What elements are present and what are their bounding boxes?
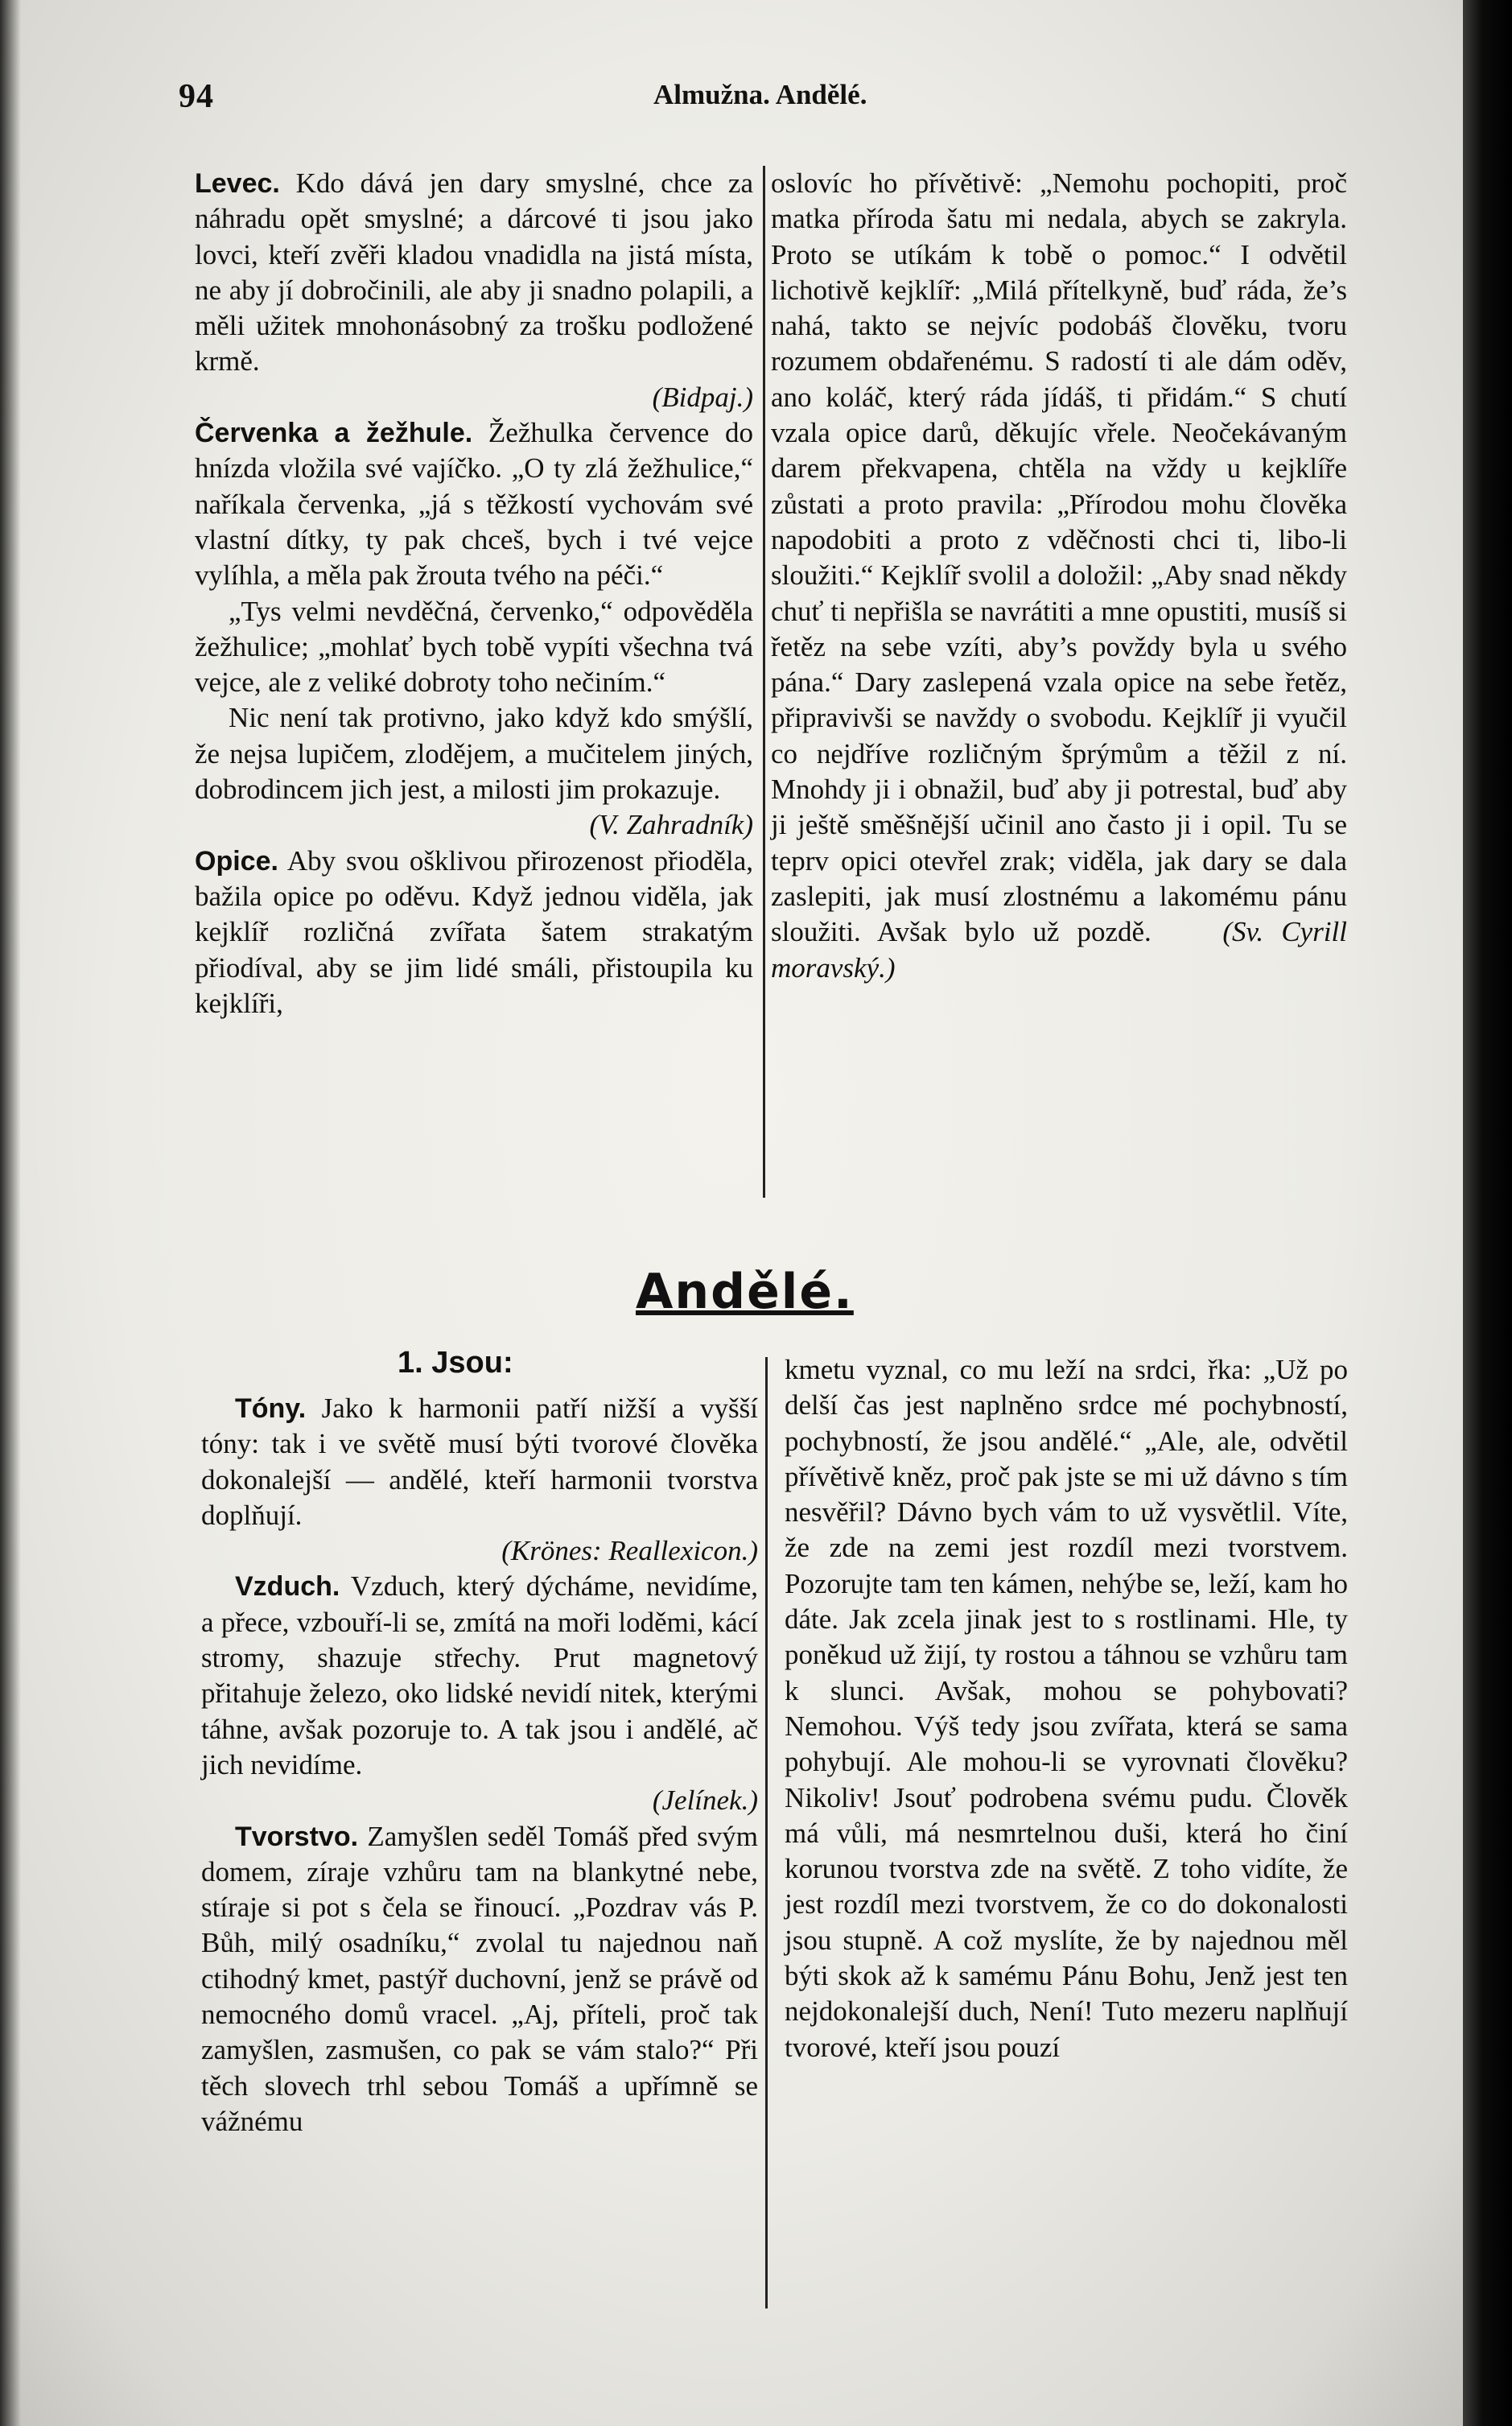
paragraph-opice: Opice. Aby svou ošklivou přirozenost přioděla, bažila opice po oděvu. Když jednou viděla, jak kejklíř rozličná zvířata šatem strakatým přiodíval, aby se jim lidé smáli, přistoupila ku kejklíři, bbox=[195, 844, 753, 1019]
paragraph-tony: Tóny. Jako k harmonii patří nižší a vyšší tóny: tak i ve světě musí býti tvorové člověka dokonalejší — andělé, kteří harmonii tvorstva doplňují. bbox=[201, 1392, 758, 1531]
bottom-left-column bbox=[201, 1391, 758, 2139]
subsection-title: 1. Jsou: bbox=[398, 1346, 513, 1380]
paragraph-cervenka: Červenka a žežhule. Žežhulka července do hnízda vložila své vajíčko. „O ty zlá žežhulice,“ naříkala červenka, „já s těžkostí vychovám své vlastní dítky, ty pak chceš, bych i tvé vejce vylíhla, a měla pak žrouta tvého na péči.“ bbox=[195, 417, 753, 592]
page-right-edge bbox=[1463, 0, 1512, 2426]
top-right-column bbox=[771, 166, 1347, 986]
paragraph-tvorstvo: Tvorstvo. Zamyšlen seděl Tomáš před svým domem, zíraje vzhůru tam na blankytné nebe, stíraje si pot s čela se řinoucí. „Pozdrav vás P. Bůh, milý osadníku,“ zvolal tu najednou naň ctihodný kmet, pastýř duchovní, jenž se právě od nemocného domů vracel. „Aj, příteli, proč tak zamyšlen, zasmušen, co pak se vám stalo?“ Při těch slovech trhl sebou Tomáš a upřímně se vážnému bbox=[201, 1820, 758, 2137]
paragraph-levec: Levec. Kdo dává jen dary smyslné, chce za náhradu opět smyslné; a dárcové ti jsou jako lovci, kteří zvěři kladou vnadidla na jistá místa, ne aby jí dobročinili, ale aby ji snadno polapili, a měli užitek mnohonásobný za trošku podložené krmě. bbox=[195, 167, 753, 378]
paragraph-vzduch: Vzduch. Vzduch, který dýcháme, nevidíme, a přece, vzbouří-li se, zmítá na moři loděmi, kácí stromy, shazuje střechy. Prut magnetový přitahuje železo, oko lidské nevidí nitek, kterými táhne, avšak pozoruje to. A tak jsou i andělé, ač jich nevidíme. bbox=[201, 1570, 758, 1780]
paragraph-moral: Nic není tak protivno, jako když kdo smýšlí, že nejsa lupičem, zlodějem, a mučitelem jiných, dobrodincem jich jest, a milosti jim prokazuje. bbox=[195, 702, 753, 806]
column-divider-bottom bbox=[765, 1357, 768, 2308]
citation-zahradnik: (V. Zahradník) bbox=[589, 809, 753, 841]
top-left-column bbox=[195, 166, 753, 1021]
paragraph-tvorstvo-continued: kmetu vyznal, co mu leží na srdci, řka: „Už po delší čas jest naplněno srdce mé pochybností, pochybností, že jsou andělé.“ „Ale, ale, odvětil přívětivě kněz, proč pak jste se mi už dávno s tím nesvěřil? Dávno bych vám to už vysvětlil. Víte, že zde na zemi jest rozdíl mezi tvorstvem. Pozorujte tam ten kámen, nehýbe se, leží, kam ho dáte. Jak zcela jinak jest to s rostlinami. Hle, ty poněkud už žijí, ty rostou a táhnou se vzhůru tam k slunci. Avšak, mohou se pohybovati? Nemohou. Výš tedy jsou zvířata, která se sama pohybují. Ale mohou-li se vyrovnati člověku? Nikoliv! Jsouť podrobena svému pudu. Člověk má vůli, má nesmrtelnou duši, která ho činí korunou tvorstva zde na světě. Z toho vidíte, že jest rozdíl mezi tvorstvem, že co do dokonalosti jsou stupně. A což myslíte, že by najednou měl býti skok až k samému Pánu Bohu, Jenž jest ten nejdokonalejší duch, Není! Tuto mezeru naplňují tvorové, kteří jsou pouzí bbox=[785, 1354, 1348, 2063]
citation-krones: (Krönes: Reallexicon.) bbox=[501, 1535, 758, 1567]
citation-bidpaj: (Bidpaj.) bbox=[652, 381, 753, 413]
running-title: Almužna. Andělé. bbox=[653, 79, 867, 110]
citation-jelinek: (Jelínek.) bbox=[652, 1784, 758, 1817]
citation-cyrill: (Sv. Cyrill moravský.) bbox=[771, 916, 1347, 984]
keyword-tvorstvo: Tvorstvo. bbox=[235, 1821, 359, 1852]
column-divider-top bbox=[763, 166, 765, 1198]
keyword-opice: Opice. bbox=[195, 845, 278, 877]
section-title: Andělé. bbox=[636, 1264, 854, 1320]
bottom-right-column bbox=[785, 1352, 1348, 2065]
page-number: 94 bbox=[179, 78, 214, 115]
keyword-vzduch: Vzduch. bbox=[235, 1571, 340, 1603]
paragraph-zezhulice-reply: „Tys velmi nevděčná, červenko,“ odpověděla žežhulice; „mohlať bych tobě vypíti všechna tvá vejce, ale z veliké dobroty toho nečiním.“ bbox=[195, 595, 753, 699]
page-left-shadow bbox=[0, 0, 21, 2426]
keyword-cervenka: Červenka a žežhule. bbox=[195, 418, 473, 449]
keyword-levec: Levec. bbox=[195, 168, 280, 199]
keyword-tony: Tóny. bbox=[235, 1393, 307, 1424]
paragraph-opice-continued: oslovíc ho přívětivě: „Nemohu pochopiti, proč matka příroda šatu mi nedala, abych se zakryla. Proto se utíkám k tobě o pomoc.“ I odvětil lichotivě kejklíř: „Milá přítelkyně, buď ráda, že’s nahá, takto se nejvíc podobáš člověku, tvoru rozumem obdařenému. S radostí ti ale dám oděv, ano koláč, který ráda jídáš, ti přidám.“ S chutí vzala opice darů, děkujíc vřele. Neočekávaným darem překvapena, chtěla na vždy u kejklíře zůstati a proto pravila: „Přírodou mohu člověka napodobiti a proto z vděčnosti chci ti, libo-li sloužiti.“ Kejklíř svolil a doložil: „Aby snad někdy chuť ti nepřišla se navrátiti a mne opustiti, musíš si řetěz na sebe vzíti, aby’s povždy byla u svého pána.“ Dary zaslepená vzala opice na sebe řetěz, připravivši se navždy o svobodu. Kejklíř ji vyučil co nejdříve rozličným šprýmům a těžil z ní. Mnohdy ji i obnažil, buď aby ji potrestal, buď aby ji ještě směšnější učinil ano často ji i opil. Tu se teprv opici otevřel zrak; viděla, jak dary se dala zaslepiti, jak musí zlostnému a lakomému pánu sloužiti. Avšak bylo už pozdě. (Sv. Cyrill moravský.) bbox=[771, 167, 1347, 984]
